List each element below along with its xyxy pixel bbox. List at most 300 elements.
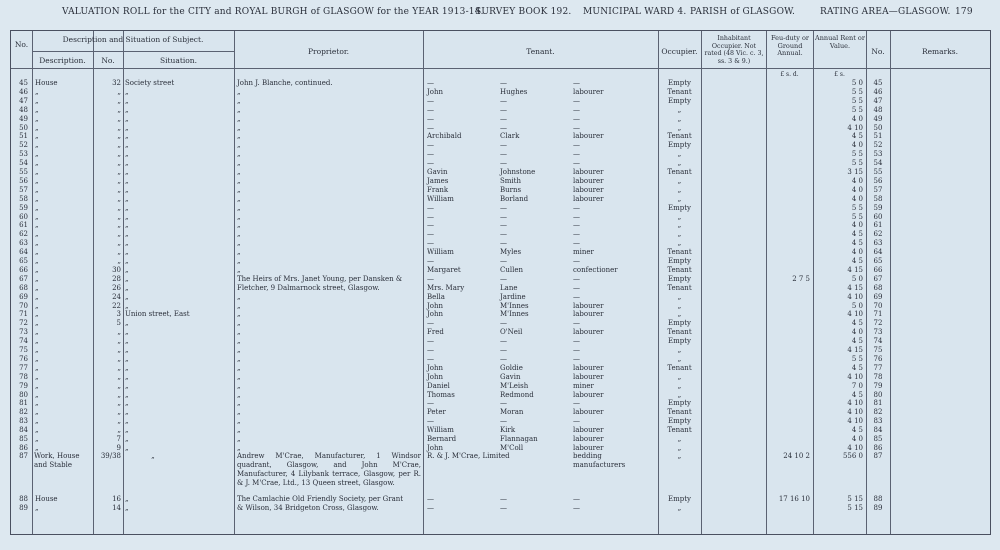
row-number-right: 78 (873, 373, 883, 381)
tenant-occupation: — (573, 159, 580, 167)
description: „ (35, 159, 39, 167)
row-number: 59 (19, 204, 28, 212)
street-number: 22 (112, 302, 121, 310)
occupier: „ (677, 239, 682, 247)
tenant-forename: Mrs. Mary (427, 284, 465, 292)
street-number: „ (117, 204, 121, 212)
tenant-forename: — (427, 346, 434, 354)
row-number-right: 54 (873, 159, 883, 167)
tenant-occupation: labourer (573, 373, 604, 381)
description: „ (35, 213, 39, 221)
occupier: „ (677, 382, 682, 390)
feu-duty: 17 16 10 (778, 495, 810, 503)
tenant-surname: — (500, 346, 507, 354)
row-number: 70 (19, 302, 28, 310)
description: „ (35, 115, 39, 123)
situation: „ (125, 221, 129, 229)
annual-rent: 5 5 (851, 213, 863, 221)
row-number: 66 (19, 266, 28, 274)
annual-rent: 5 5 (851, 88, 863, 96)
tenant-occupation: — (573, 97, 580, 105)
tenant-occupation: — (573, 257, 580, 265)
tenant-occupation: — (573, 204, 580, 212)
row-number-right: 57 (873, 186, 883, 194)
row-number-right: 89 (873, 504, 883, 512)
row-number: 69 (19, 293, 28, 301)
tenant-surname: — (500, 79, 507, 87)
tenant-forename: — (427, 141, 434, 149)
annual-rent: 5 0 (851, 302, 863, 310)
tenant-forename: — (427, 230, 434, 238)
description: „ (35, 204, 39, 212)
municipal-ward: MUNICIPAL WARD 4. (583, 7, 687, 17)
tenant-forename: — (427, 504, 434, 512)
col-description-group-header: Description and Situation of Subject. (62, 35, 204, 44)
annual-rent: 4 0 (851, 435, 863, 443)
description: „ (35, 221, 39, 229)
tenant-occupation: — (573, 275, 580, 283)
proprietor: „ (237, 230, 241, 238)
street-number: „ (117, 364, 121, 372)
row-number: 68 (19, 284, 28, 292)
row-number: 73 (19, 328, 28, 336)
tenant-forename: — (427, 204, 434, 212)
situation: „ (125, 426, 129, 434)
occupier: Tenant (667, 88, 692, 96)
annual-rent: 556 0 (842, 452, 863, 460)
tenant-forename: Frank (427, 186, 449, 194)
row-number-right: 71 (873, 310, 883, 318)
proprietor: „ (237, 373, 241, 381)
occupier: Empty (668, 141, 691, 149)
row-number-right: 45 (873, 79, 883, 87)
row-number-right: 81 (873, 399, 883, 407)
tenant-forename: John (427, 373, 444, 381)
street-number: 24 (112, 293, 121, 301)
row-number: 67 (19, 275, 28, 283)
street-number: 30 (112, 266, 121, 274)
occupier: „ (677, 504, 682, 512)
situation: „ (125, 186, 129, 194)
description: „ (35, 337, 39, 345)
situation: „ (151, 452, 155, 460)
tenant-occupation: — (573, 284, 580, 292)
street-number: „ (117, 399, 121, 407)
annual-rent: 5 0 (851, 79, 863, 87)
description: „ (35, 150, 39, 158)
tenant-surname: — (500, 337, 507, 345)
occupier: Empty (668, 399, 691, 407)
occupier: „ (677, 444, 682, 452)
occupier: „ (677, 293, 682, 301)
tenant-forename: Bella (427, 293, 445, 301)
tenant-surname: — (500, 115, 507, 123)
tenant-forename: — (427, 257, 434, 265)
tenant-forename: — (427, 221, 434, 229)
tenant-occupation: labourer (573, 132, 604, 140)
proprietor: „ (237, 248, 241, 256)
street-number: „ (117, 426, 121, 434)
description: „ (35, 195, 39, 203)
annual-rent: 5 5 (851, 355, 863, 363)
situation: „ (125, 337, 129, 345)
occupier: Empty (668, 257, 691, 265)
feu-units: £ s. d. (780, 71, 799, 78)
tenant-surname: — (500, 124, 507, 132)
occupier: Empty (668, 337, 691, 345)
proprietor: „ (237, 435, 241, 443)
situation: Union street, East (125, 310, 190, 318)
situation: „ (125, 302, 129, 310)
description: „ (35, 284, 39, 292)
annual-rent: 4 10 (847, 444, 863, 452)
row-number-right: 48 (873, 106, 883, 114)
row-number-right: 49 (873, 115, 883, 123)
description: „ (35, 373, 39, 381)
row-number: 64 (19, 248, 28, 256)
street-number: „ (117, 132, 121, 140)
proprietor: „ (237, 150, 241, 158)
street-number: 3 (116, 310, 121, 318)
tenant-surname: Gavin (500, 373, 521, 381)
occupier: Tenant (667, 266, 692, 274)
row-number: 80 (19, 391, 28, 399)
description: „ (35, 97, 39, 105)
tenant-forename: Daniel (427, 382, 450, 390)
tenant-forename: — (427, 319, 434, 327)
street-number: 26 (112, 284, 121, 292)
tenant-surname: — (500, 150, 507, 158)
row-number-right: 73 (873, 328, 883, 336)
tenant-occupation: confectioner (573, 266, 618, 274)
proprietor: „ (237, 399, 241, 407)
tenant-forename: — (427, 79, 434, 87)
occupier: Tenant (667, 168, 692, 176)
tenant-surname: Kirk (500, 426, 516, 434)
tenant-forename: Fred (427, 328, 444, 336)
street-number: 32 (112, 79, 121, 87)
street-number: „ (117, 150, 121, 158)
row-number: 62 (19, 230, 28, 238)
row-number: 82 (19, 408, 28, 416)
tenant-occupation: miner (573, 248, 594, 256)
annual-rent: 4 0 (851, 115, 863, 123)
row-number: 85 (19, 435, 28, 443)
row-number: 46 (19, 88, 28, 96)
situation: „ (125, 435, 129, 443)
tenant-forename: — (427, 97, 434, 105)
street-number: „ (117, 115, 121, 123)
tenant-surname: Myles (500, 248, 522, 256)
situation: „ (125, 417, 129, 425)
tenant-surname: Goldie (500, 364, 523, 372)
tenant-surname: — (500, 204, 507, 212)
tenant-surname: M'Coll (500, 444, 524, 452)
row-number-right: 88 (873, 495, 883, 503)
tenant-occupation: — (573, 337, 580, 345)
tenant-occupation: labourer (573, 168, 604, 176)
description: House (35, 495, 58, 503)
tenant-occupation: — (573, 213, 580, 221)
tenant-occupation: — (573, 239, 580, 247)
occupier: Empty (668, 495, 691, 503)
proprietor: „ (237, 115, 241, 123)
proprietor: „ (237, 141, 241, 149)
tenant-forename: John (427, 302, 444, 310)
situation: „ (125, 177, 129, 185)
row-number: 89 (19, 504, 28, 512)
annual-rent: 4 0 (851, 221, 863, 229)
tenant-surname: — (500, 399, 507, 407)
proprietor: „ (237, 346, 241, 354)
tenant-surname: — (500, 319, 507, 327)
row-number: 74 (19, 337, 28, 345)
street-number: 5 (116, 319, 121, 327)
occupier: „ (677, 302, 682, 310)
row-number-right: 60 (873, 213, 883, 221)
street-number: „ (117, 328, 121, 336)
tenant-surname: Smith (500, 177, 521, 185)
tenant-forename: John (427, 444, 444, 452)
tenant-surname: — (500, 106, 507, 114)
street-number: 7 (116, 435, 121, 443)
situation: „ (125, 408, 129, 416)
page-header (0, 7, 1000, 21)
annual-rent: 4 10 (847, 399, 863, 407)
street-number: „ (117, 186, 121, 194)
occupier: Empty (668, 204, 691, 212)
situation: „ (125, 88, 129, 96)
annual-rent: 4 15 (847, 346, 863, 354)
proprietor: „ (237, 204, 241, 212)
row-number-right: 58 (873, 195, 883, 203)
row-number: 57 (19, 186, 28, 194)
occupier: Empty (668, 275, 691, 283)
row-number-right: 63 (873, 239, 883, 247)
occupier: „ (677, 115, 682, 123)
tenant-forename: — (427, 159, 434, 167)
row-number-right: 87 (873, 452, 883, 460)
occupier: Tenant (667, 408, 692, 416)
description: „ (35, 124, 39, 132)
row-number-right: 76 (873, 355, 883, 363)
tenant-forename: — (427, 106, 434, 114)
col-description-header: Description. (39, 56, 86, 65)
row-number: 88 (19, 495, 28, 503)
situation: „ (125, 495, 129, 503)
tenant-surname: M'Leish (500, 382, 529, 390)
description: „ (35, 257, 39, 265)
situation: „ (125, 328, 129, 336)
proprietor: „ (237, 132, 241, 140)
tenant-occupation: — (573, 504, 580, 512)
description: „ (35, 417, 39, 425)
annual-rent: 5 5 (851, 159, 863, 167)
proprietor: John J. Blanche, continued. (237, 79, 333, 87)
row-number: 81 (19, 399, 28, 407)
roll-title: VALUATION ROLL for the CITY and ROYAL BURGH of GLASGOW for the YEAR 1913-14. (62, 7, 484, 17)
tenant-surname: — (500, 275, 507, 283)
tenant-occupation: — (573, 293, 580, 301)
street-number: „ (117, 124, 121, 132)
proprietor: „ (237, 106, 241, 114)
tenant-forename: Bernard (427, 435, 457, 443)
row-number-right: 50 (873, 124, 883, 132)
tenant-forename: William (427, 426, 454, 434)
annual-rent: 4 5 (851, 319, 863, 327)
annual-rent: 5 15 (847, 495, 863, 503)
row-number: 56 (19, 177, 28, 185)
proprietor: Andrew M'Crae, Manufacturer, 1 Windsor quadrant, Glasgow, and John M'Crae, Manufacturer, 4 Lilybank terrace, Glasgow, per R. & J. M'Crae, Ltd., 13 Queen street, Glasgow. (237, 452, 421, 487)
row-number: 79 (19, 382, 28, 390)
row-number: 83 (19, 417, 28, 425)
annual-rent: 4 0 (851, 186, 863, 194)
tenant-surname: M'Innes (500, 302, 529, 310)
row-number: 76 (19, 355, 28, 363)
annual-rent: 5 15 (847, 504, 863, 512)
description: „ (35, 310, 39, 318)
row-number-right: 70 (873, 302, 883, 310)
description: Work, House and Stable (34, 452, 80, 469)
col-remarks-header: Remarks. (921, 47, 959, 56)
col-inhabitant-header: Inhabitant Occupier. Not rated (48 Vic. c. 3, ss. 3 & 9.) (704, 35, 764, 65)
situation: „ (125, 504, 129, 512)
annual-rent: 4 10 (847, 417, 863, 425)
annual-rent: 4 5 (851, 230, 863, 238)
row-number: 58 (19, 195, 28, 203)
tenant-occupation: labourer (573, 328, 604, 336)
description: „ (35, 248, 39, 256)
row-number: 54 (19, 159, 28, 167)
tenant-forename: — (427, 275, 434, 283)
annual-rent: 5 5 (851, 106, 863, 114)
row-number-right: 77 (873, 364, 883, 372)
street-number: „ (117, 97, 121, 105)
street-number: „ (117, 213, 121, 221)
tenant-surname: Burns (500, 186, 522, 194)
street-number: „ (117, 408, 121, 416)
description: „ (35, 319, 39, 327)
proprietor: „ (237, 159, 241, 167)
tenant-forename: — (427, 213, 434, 221)
tenant-occupation: — (573, 399, 580, 407)
situation: „ (125, 213, 129, 221)
situation: „ (125, 124, 129, 132)
occupier: Empty (668, 417, 691, 425)
proprietor: „ (237, 310, 241, 318)
tenant-forename: — (427, 124, 434, 132)
tenant-occupation: — (573, 355, 580, 363)
description: „ (35, 382, 39, 390)
row-number: 65 (19, 257, 28, 265)
row-number: 72 (19, 319, 28, 327)
proprietor: „ (237, 382, 241, 390)
row-number: 52 (19, 141, 28, 149)
situation: „ (125, 373, 129, 381)
annual-rent: 4 5 (851, 239, 863, 247)
tenant-forename: — (427, 417, 434, 425)
tenant-surname: — (500, 504, 507, 512)
proprietor: „ (237, 266, 241, 274)
tenant-surname: — (500, 221, 507, 229)
situation: „ (125, 248, 129, 256)
tenant-occupation: labourer (573, 391, 604, 399)
occupier: „ (677, 346, 682, 354)
occupier: „ (677, 150, 682, 158)
description: „ (35, 364, 39, 372)
tenant-surname: — (500, 417, 507, 425)
row-number-right: 56 (873, 177, 883, 185)
situation: „ (125, 115, 129, 123)
tenant-occupation: labourer (573, 408, 604, 416)
occupier: Empty (668, 319, 691, 327)
street-number: „ (117, 177, 121, 185)
tenant-occupation: — (573, 346, 580, 354)
tenant-surname: Cullen (500, 266, 523, 274)
row-number-right: 86 (873, 444, 883, 452)
tenant-occupation: labourer (573, 302, 604, 310)
occupier: „ (677, 373, 682, 381)
tenant-occupation: labourer (573, 177, 604, 185)
row-number: 60 (19, 213, 28, 221)
row-number: 75 (19, 346, 28, 354)
street-number: 16 (112, 495, 121, 503)
street-number: „ (117, 88, 121, 96)
valuation-table (10, 30, 991, 535)
description: „ (35, 177, 39, 185)
annual-rent: 4 5 (851, 132, 863, 140)
situation: „ (125, 106, 129, 114)
row-number-right: 47 (873, 97, 883, 105)
tenant-forename: — (427, 239, 434, 247)
tenant-forename: James (427, 177, 449, 185)
situation: „ (125, 257, 129, 265)
tenant-forename: Peter (427, 408, 446, 416)
tenant-surname: Johnstone (500, 168, 536, 176)
row-number: 87 (19, 452, 28, 460)
situation: „ (125, 239, 129, 247)
tenant-forename: — (427, 337, 434, 345)
situation: „ (125, 132, 129, 140)
annual-rent: 4 10 (847, 310, 863, 318)
tenant-occupation: labourer (573, 435, 604, 443)
annual-rent: 5 5 (851, 204, 863, 212)
situation: „ (125, 399, 129, 407)
description: „ (35, 355, 39, 363)
situation: „ (125, 391, 129, 399)
occupier: „ (677, 106, 682, 114)
tenant-surname: — (500, 239, 507, 247)
situation: „ (125, 444, 129, 452)
col-number-header: No. (101, 56, 115, 65)
tenant-forename: John (427, 88, 444, 96)
tenant-surname: — (500, 355, 507, 363)
description: „ (35, 346, 39, 354)
row-number: 51 (19, 132, 28, 140)
proprietor: „ (237, 195, 241, 203)
situation: „ (125, 382, 129, 390)
row-number-right: 52 (873, 141, 883, 149)
description: „ (35, 239, 39, 247)
col-rent-header: Annual Rent or Value. (815, 34, 865, 50)
tenant-forename: — (427, 115, 434, 123)
annual-rent: 4 15 (847, 284, 863, 292)
row-number-right: 64 (873, 248, 883, 256)
situation: Society street (125, 79, 175, 87)
row-number-right: 65 (873, 257, 883, 265)
occupier: Empty (668, 97, 691, 105)
col-no2-header: No. (871, 47, 885, 56)
